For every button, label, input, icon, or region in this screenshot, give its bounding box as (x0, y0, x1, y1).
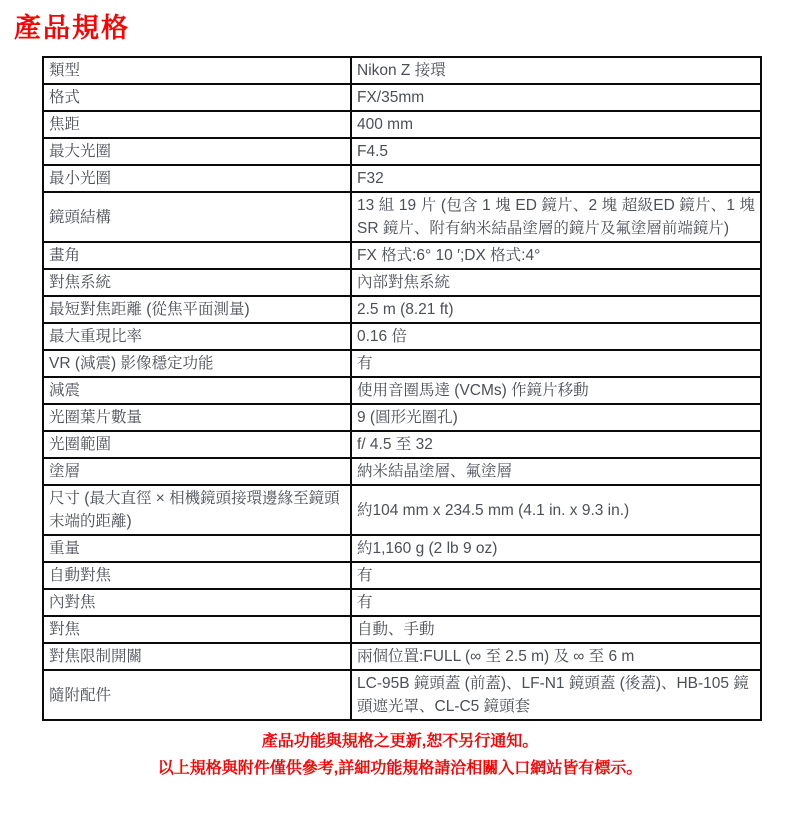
table-row (43, 431, 761, 458)
product-spec-page (0, 6, 800, 780)
table-row (43, 643, 761, 670)
spec-value: FX/35mm (351, 84, 761, 111)
table-row (43, 84, 761, 111)
table-row (43, 535, 761, 562)
spec-label: VR (減震) 影像穩定功能 (43, 350, 351, 377)
spec-value: 約1,160 g (2 lb 9 oz) (351, 535, 761, 562)
spec-label: 內對焦 (43, 589, 351, 616)
spec-label: 最大重現比率 (43, 323, 351, 350)
table-row (43, 111, 761, 138)
spec-value: 有 (351, 562, 761, 589)
page-title: 產品規格 (14, 13, 130, 43)
spec-label: 最短對焦距離 (從焦平面測量) (43, 296, 351, 323)
spec-label: 光圈範圍 (43, 431, 351, 458)
spec-label: 自動對焦 (43, 562, 351, 589)
spec-value: 內部對焦系統 (351, 269, 761, 296)
table-row (43, 165, 761, 192)
spec-value: 2.5 m (8.21 ft) (351, 296, 761, 323)
spec-label: 最大光圈 (43, 138, 351, 165)
table-row (43, 670, 761, 720)
table-row (43, 296, 761, 323)
spec-value: Nikon Z 接環 (351, 57, 761, 84)
spec-label: 重量 (43, 535, 351, 562)
table-row (43, 350, 761, 377)
spec-label: 對焦限制開關 (43, 643, 351, 670)
spec-value: f/ 4.5 至 32 (351, 431, 761, 458)
spec-label: 格式 (43, 84, 351, 111)
spec-value: 約104 mm x 234.5 mm (4.1 in. x 9.3 in.) (351, 485, 761, 535)
spec-label: 對焦 (43, 616, 351, 643)
footer-notes (0, 731, 800, 780)
spec-label: 隨附配件 (43, 670, 351, 720)
spec-value: F4.5 (351, 138, 761, 165)
spec-label: 類型 (43, 57, 351, 84)
spec-label: 最小光圈 (43, 165, 351, 192)
spec-value: 有 (351, 350, 761, 377)
table-row (43, 404, 761, 431)
table-row (43, 616, 761, 643)
spec-label: 對焦系統 (43, 269, 351, 296)
table-row (43, 589, 761, 616)
spec-value: 使用音圈馬達 (VCMs) 作鏡片移動 (351, 377, 761, 404)
table-row (43, 242, 761, 269)
spec-value: 0.16 倍 (351, 323, 761, 350)
spec-value: 自動、手動 (351, 616, 761, 643)
spec-value: LC-95B 鏡頭蓋 (前蓋)、LF-N1 鏡頭蓋 (後蓋)、HB-105 鏡頭遮光罩、CL-C5 鏡頭套 (351, 670, 761, 720)
table-row (43, 269, 761, 296)
footer-note-update: 產品功能與規格之更新,恕不另行通知。 (261, 733, 539, 750)
spec-value: 13 組 19 片 (包含 1 塊 ED 鏡片、2 塊 超級ED 鏡片、1 塊 SR 鏡片、附有納米結晶塗層的鏡片及氟塗層前端鏡片) (351, 192, 761, 242)
table-row (43, 377, 761, 404)
spec-label: 鏡頭結構 (43, 192, 351, 242)
table-row (43, 57, 761, 84)
spec-label: 焦距 (43, 111, 351, 138)
table-row (43, 323, 761, 350)
spec-value: 有 (351, 589, 761, 616)
table-row (43, 192, 761, 242)
spec-value: 兩個位置:FULL (∞ 至 2.5 m) 及 ∞ 至 6 m (351, 643, 761, 670)
spec-value: F32 (351, 165, 761, 192)
spec-label: 畫角 (43, 242, 351, 269)
table-row (43, 458, 761, 485)
spec-value: 400 mm (351, 111, 761, 138)
spec-table (42, 56, 762, 721)
spec-label: 塗層 (43, 458, 351, 485)
spec-table-body (43, 57, 761, 720)
table-row (43, 562, 761, 589)
table-row (43, 138, 761, 165)
spec-value: FX 格式:6° 10 ′;DX 格式:4° (351, 242, 761, 269)
spec-label: 尺寸 (最大直徑 × 相機鏡頭接環邊緣至鏡頭末端的距離) (43, 485, 351, 535)
table-row (43, 485, 761, 535)
spec-label: 減震 (43, 377, 351, 404)
spec-value: 納米結晶塗層、氟塗層 (351, 458, 761, 485)
spec-value: 9 (圓形光圈孔) (351, 404, 761, 431)
spec-label: 光圈葉片數量 (43, 404, 351, 431)
footer-note-reference: 以上規格與附件僅供參考,詳細功能規格請洽相關入口網站皆有標示。 (157, 760, 643, 777)
